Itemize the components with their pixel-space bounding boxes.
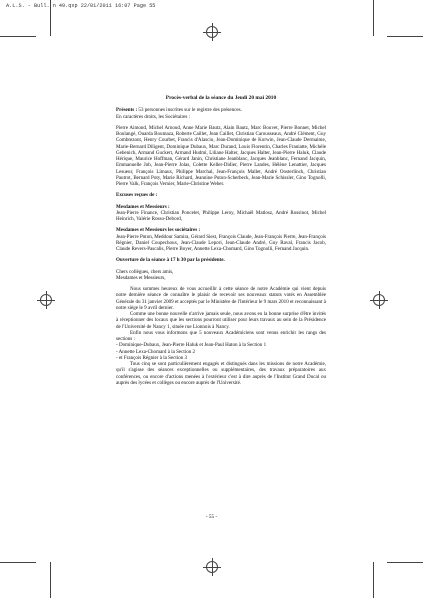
registration-mark-top-icon — [206, 26, 218, 38]
print-slug: A.L.S. - Bull. n 49.qxp 22/01/2011 16:07 Page 55 — [6, 3, 156, 9]
droits-line: En caractères droits, les Sociétaires : — [116, 113, 190, 120]
paragraph-1: Nous sommes heureux de vous accueillir à cette séance de notre Académie qui vient depuis notre dernière séance de connaître le plaisir de recevoir ses nouveaux statuts votés en Assemblée Générale du 31 janvier 2009 et acceptés par le Ministère de l'Intérieur le 9 mars 2010 et reconnaissant à notre siège le 9 avril dernier. — [116, 286, 326, 311]
registration-mark-left-icon — [40, 294, 52, 306]
greeting-1: Chers collègues, chers amis, — [116, 268, 174, 275]
excuses-list: Jean-Pierre Finance, Christian Poncelet, Philippe Leroy, Michaël Matlosz, André Rossinot, Michel Heinrich, Valérie Rosso-Debord, — [116, 209, 326, 222]
registration-mark-right-icon — [373, 294, 385, 306]
paragraph-2: Comme une bonne nouvelle n'arrive jamais seule, nous avons eu la bonne surprise d'être invités à réceptionner des locaux que les sections pourront utiliser pour leurs travaux au sein de la Présidence de l'Université de Nancy 1, située rue Lionnois à Nancy. — [116, 311, 326, 330]
page-title: Procès-verbal de la séance du Jeudi 20 mai 2010 — [165, 95, 277, 101]
registration-mark-bottom-icon — [206, 561, 218, 573]
ouverture-line: Ouverture de la séance à 17 h 30 par la présidente. — [116, 257, 225, 264]
presents-text: 53 personnes inscrites sur le registre des présences. — [137, 107, 242, 114]
document-page — [116, 95, 326, 386]
list-item: - Annette Lexa-Chomard à la Section 2 — [116, 348, 196, 355]
excuses-heading: Excuses reçues de : — [116, 192, 158, 199]
mesdames-heading: Mesdames et Messieurs : — [116, 203, 170, 210]
greeting-2: Mesdames et Messieurs, — [116, 274, 166, 281]
list-item: - Dominique-Dubaux, Jean-Pierre Haluk et Jean-Paul Haton à la Section 1 — [116, 342, 267, 349]
paragraph-3: Enfin nous vous informons que 5 nouveaux Académiciens sont venus enrichir les rangs des sections : — [116, 329, 326, 342]
societaires-list: Jean-Pierre Puton, Meddour Samira, Gérard Siest, François Claude, Jean-François Pierre, Jean-François Régnier, Daniel Coupechoux, Jean-Claude Lepori, Jean-Claude André, Guy Raval, Francis Jacob, Claude Revers-Pascalis, Pierre Boyer, Annette Lexa-Chomard, Gino Tognolli, Fernand Jacquin. — [116, 233, 326, 252]
paragraph-4: Tous cinq se sont particulièrement engagés et distingués dans les missions de notre Académie, qu'il s'agisse des séances exceptionnelles ou supplémentaires, des travaux préparatoires aux conférences, ou encore d'actions menées à l'extérieur c'est à dire auprès de l'Institut Grand Ducal ou auprès des lycées et collèges ou encore auprès de l'Université. — [116, 361, 326, 386]
list-item: - et François Régnier à la Section 3 — [116, 354, 188, 361]
societaires-heading: Mesdames et Messieurs les sociétaires : — [116, 227, 201, 234]
members-list: Pierre Aimond, Michel Arnoud, Anne Marie Bautz, Alain Bautz, Marc Bouvet, Pierre Bonnet, Michel Boulangé, Ouarda Boumaza, Roberte Caillet, Jean Caillet, Christian Carousseaux, André Clément, Guy Combrezont, Henry Courbet, Francis d'Alascio, Jean-Dominique de Korwin, Jean-Claude Dermaime, Marie-Bernard Diligent, Dominique Dubaux, Marc Durand, Louis Florentin, Charles Franiatte, Michèle Gebenich, Armand Guckert, Armand Hudmi, Liliane Halter, Jacques Halter, Jean-Pierre Haluk, Claude Hérique, Maurice Hoffman, Gérard Janin, Christiane Jeanblanc, Jacques Jeanblanc, Fernand Jacquin, Emmanuelle Job, Jean-Pierre Jolas, Colette Keller-Didier, Pierre Landes, Hélène Lenattier, Jacques Lesueur, François Limaux, Philippe Marchal, Jean-François Mallet, André Oosterlinck, Christian Pautrot, Bernard Poty, Marie Richard, Jeannine Puton-Scherbeck, Jean-Marie Schissler, Gino Tognolli, Pierre Valk, François Vernier, Marie-Christine Weber. — [116, 124, 326, 187]
page-number: - 55 - — [205, 514, 218, 520]
presents-label: Présents : — [116, 107, 138, 114]
